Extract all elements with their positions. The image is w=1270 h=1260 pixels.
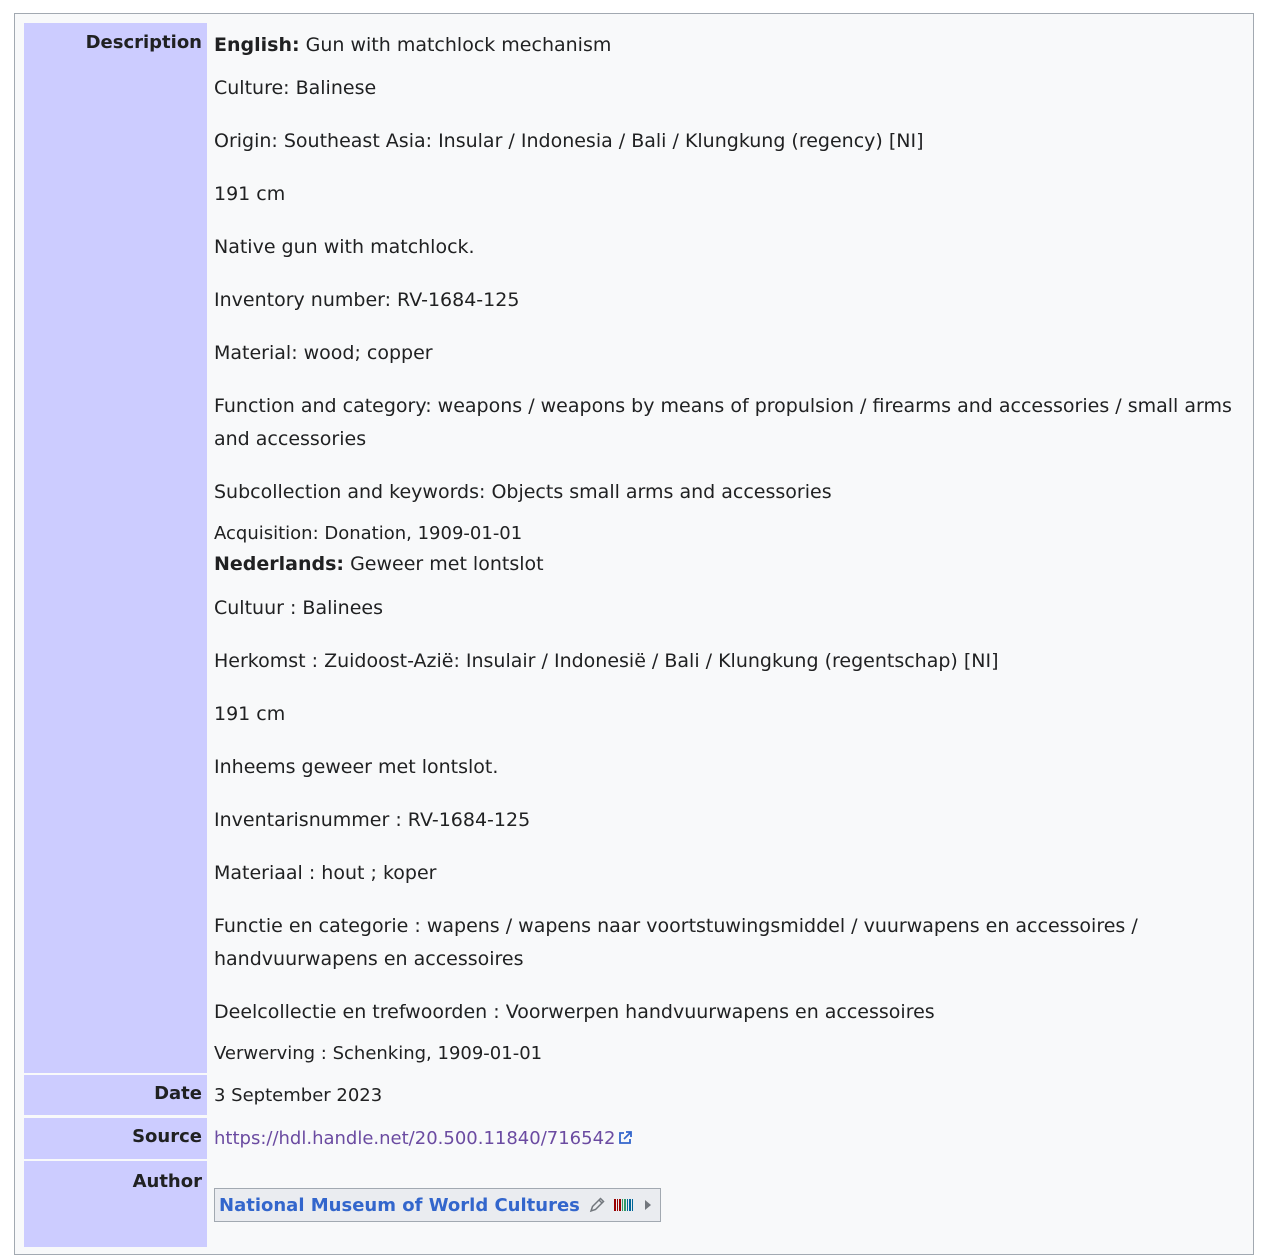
wikidata-barcode-icon[interactable] — [614, 1198, 636, 1212]
author-link[interactable]: National Museum of World Cultures — [219, 1194, 580, 1216]
nl-inventory: Inventarisnummer : RV-1684-125 — [214, 809, 531, 831]
nl-size: 191 cm — [214, 703, 286, 725]
nl-note: Inheems geweer met lontslot. — [214, 756, 499, 778]
date-row — [24, 1075, 1253, 1115]
pencil-icon[interactable] — [588, 1196, 606, 1214]
author-row — [24, 1161, 1253, 1247]
nl-origin: Herkomst : Zuidoost-Azië: Insulair / Indonesië / Bali / Klungkung (regentschap) [NI] — [214, 650, 999, 672]
nl-function: Functie en categorie : wapens / wapens naar voortstuwingsmiddel / vuurwapens en accessoires / handvuurwapens en accessoires — [214, 915, 1138, 970]
en-function: Function and category: weapons / weapons by means of propulsion / firearms and accessories / small arms and accessories — [214, 395, 1232, 450]
en-note: Native gun with matchlock. — [214, 236, 475, 258]
source-link[interactable]: https://hdl.handle.net/20.500.11840/716542 — [214, 1128, 616, 1149]
dutch-lang-label: Nederlands: — [214, 553, 345, 575]
date-value: 3 September 2023 — [214, 1085, 383, 1106]
english-lang-label: English: — [214, 34, 300, 56]
expand-arrow-icon[interactable] — [644, 1199, 652, 1211]
nl-subcollection: Deelcollectie en trefwoorden : Voorwerpen handvuurwapens en accessoires — [214, 1001, 935, 1023]
en-acquisition: Acquisition: Donation, 1909-01-01 — [214, 523, 523, 544]
author-creator-box — [214, 1188, 661, 1222]
nl-acquisition: Verwerving : Schenking, 1909-01-01 — [214, 1043, 543, 1064]
description-row — [24, 23, 1253, 1073]
nl-culture: Cultuur : Balinees — [214, 597, 383, 619]
description-label: Description — [24, 23, 207, 1073]
source-line — [214, 1122, 632, 1155]
en-material: Material: wood; copper — [214, 342, 433, 364]
english-title-line — [214, 29, 611, 62]
nl-material: Materiaal : hout ; koper — [214, 862, 437, 884]
dutch-title: Geweer met lontslot — [350, 553, 544, 575]
source-row — [24, 1118, 1253, 1159]
external-link-icon — [618, 1131, 632, 1145]
information-table — [14, 13, 1254, 1255]
en-size: 191 cm — [214, 183, 286, 205]
author-label: Author — [24, 1161, 207, 1247]
dutch-title-line — [214, 548, 544, 581]
date-label: Date — [24, 1075, 207, 1115]
english-title: Gun with matchlock mechanism — [305, 34, 612, 56]
en-culture: Culture: Balinese — [214, 77, 377, 99]
en-inventory: Inventory number: RV-1684-125 — [214, 289, 520, 311]
en-subcollection: Subcollection and keywords: Objects small arms and accessories — [214, 481, 832, 503]
source-label: Source — [24, 1118, 207, 1159]
en-origin: Origin: Southeast Asia: Insular / Indonesia / Bali / Klungkung (regency) [NI] — [214, 130, 924, 152]
